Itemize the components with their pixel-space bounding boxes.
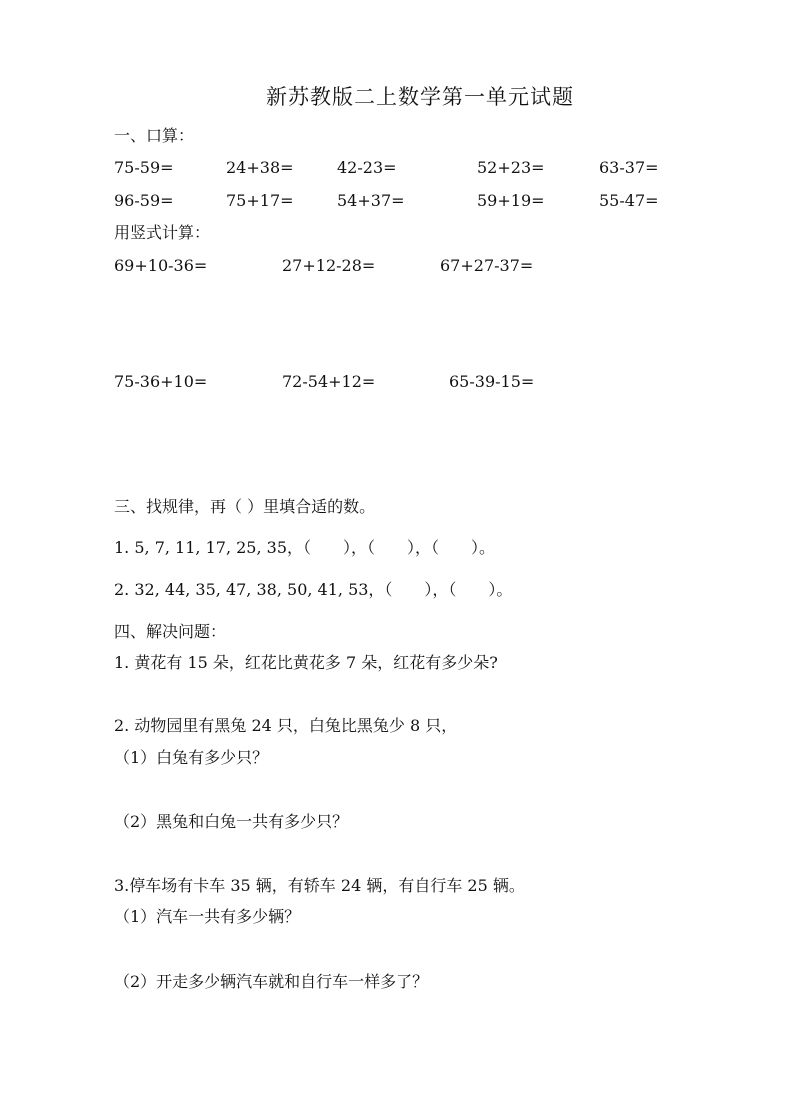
word-problem-2: 2. 动物园里有黑兔 24 只，白兔比黑兔少 8 只， — [114, 716, 458, 735]
vertical-calc-item: 72-54+12= — [282, 372, 376, 391]
oral-calc-item: 75-59= — [114, 158, 174, 177]
pattern-question-1: 1. 5, 7, 11, 17, 25, 35，（ ），（ ），（ ）。 — [114, 538, 496, 557]
oral-calc-item: 52+23= — [477, 158, 545, 177]
word-problem-3: 3.停车场有卡车 35 辆，有轿车 24 辆，有自行车 25 辆。 — [114, 876, 525, 895]
page-title: 新苏教版二上数学第一单元试题 — [266, 85, 574, 109]
vertical-calc-item: 65-39-15= — [449, 372, 535, 391]
vertical-calc-item: 75-36+10= — [114, 372, 208, 391]
oral-calc-item: 54+37= — [337, 191, 405, 210]
oral-calc-item: 42-23= — [337, 158, 397, 177]
vertical-calc-item: 67+27-37= — [440, 256, 534, 275]
word-problem-3-part-1: （1）汽车一共有多少辆？ — [114, 907, 301, 926]
oral-calc-item: 63-37= — [599, 158, 659, 177]
oral-calc-item: 24+38= — [226, 158, 294, 177]
oral-calc-item: 59+19= — [477, 191, 545, 210]
word-problem-2-part-1: （1）白兔有多少只？ — [114, 748, 269, 767]
word-problem-1: 1. 黄花有 15 朵，红花比黄花多 7 朵，红花有多少朵? — [114, 653, 498, 672]
oral-calc-item: 55-47= — [599, 191, 659, 210]
section-heading-patterns: 三、找规律，再（ ）里填合适的数。 — [114, 497, 376, 516]
section-heading-vertical-calc: 用竖式计算： — [114, 223, 211, 242]
section-heading-oral-calc: 一、口算： — [114, 126, 195, 145]
vertical-calc-item: 69+10-36= — [114, 256, 208, 275]
oral-calc-item: 96-59= — [114, 191, 174, 210]
word-problem-2-part-2: （2）黑兔和白兔一共有多少只？ — [114, 812, 349, 831]
vertical-calc-item: 27+12-28= — [282, 256, 376, 275]
oral-calc-item: 75+17= — [226, 191, 294, 210]
word-problem-3-part-2: （2）开走多少辆汽车就和自行车一样多了？ — [114, 972, 429, 991]
section-heading-word-problems: 四、解决问题： — [114, 622, 227, 641]
pattern-question-2: 2. 32, 44, 35, 47, 38, 50, 41, 53，（ ），（ ）。 — [114, 580, 513, 599]
